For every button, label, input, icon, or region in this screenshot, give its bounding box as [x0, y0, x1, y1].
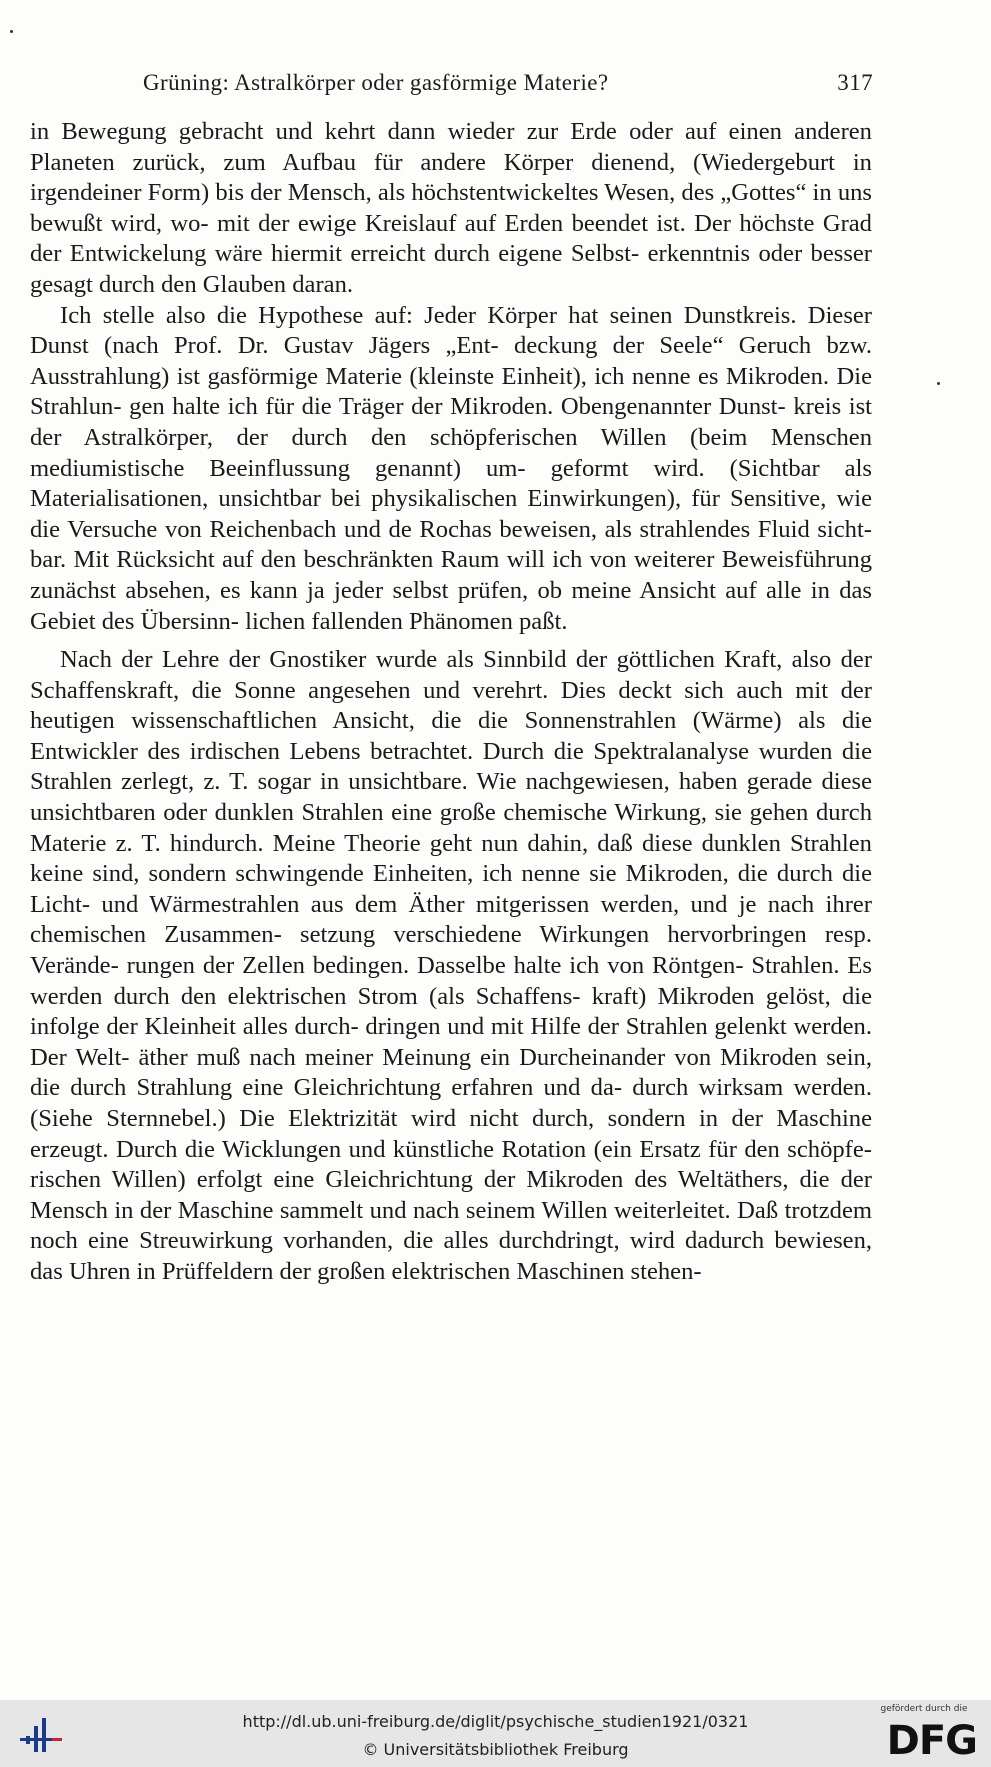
text-line: kraft) Mikroden gelöst, die infolge der Kleinheit alles durch-: [30, 982, 872, 1041]
text-line: setzung verschiedene Wirkungen hervorbringen resp. Verände-: [30, 921, 872, 980]
text-line: rungen der Zellen bedingen. Dasselbe halte ich von Röntgen-: [126, 952, 744, 980]
text-line: Lebens betrachtet. Durch die Spektralanalyse wurden die Strahlen: [30, 737, 872, 796]
text-line: dringen und mit Hilfe der Strahlen gelenkt werden. Der Welt-: [30, 1013, 872, 1071]
text-line: Mikroden, die durch die Licht- und Wärmestrahlen aus dem Äther: [30, 860, 872, 918]
text-line: mitgerissen werden, und je nach ihrer chemischen Zusammen-: [30, 890, 872, 949]
text-line: lichen fallenden Phänomen paßt.: [245, 607, 568, 635]
text-line: seinem Willen weiterleitet. Daß trotzdem noch eine Streuwirkung: [30, 1196, 873, 1255]
scan-speck: [937, 382, 940, 385]
text-line: weiterer Beweisführung zunächst absehen, es kann ja jeder selbst: [30, 546, 872, 604]
copyright-notice: © Universitätsbibliothek Freiburg: [362, 1740, 629, 1759]
scan-speck: [10, 30, 13, 33]
page-number: 317: [837, 70, 873, 95]
text-line: chemische Wirkung, sie gehen durch Materie z. T. hindurch.: [30, 799, 872, 857]
text-line: Uhren in Prüffeldern der großen elektrischen Maschinen stehen-: [68, 1257, 702, 1285]
body-text: [30, 117, 872, 1288]
text-line: keine sind, sondern schwingende Einheiten, ich nenne sie: [30, 860, 617, 888]
text-line: Ich stelle also die Hypothese auf: Jeder Körper hat seinen: [60, 301, 673, 329]
text-line: gerade diese unsichtbaren oder dunklen Strahlen eine große: [30, 768, 872, 827]
text-line: der Entwickelung wäre hiermit erreicht durch eigene Selbst-: [30, 240, 640, 268]
text-line: prüfen, ob meine Ansicht auf alle in das Gebiet des Übersinn-: [30, 576, 872, 635]
text-line: Kraft, also der Schaffenskraft, die Sonne angesehen und verehrt.: [30, 646, 873, 704]
text-line: äther muß nach meiner Meinung ein Durcheinander von Mikroden: [138, 1043, 818, 1071]
paragraph-1: [30, 117, 872, 301]
text-line: physikalischen Einwirkungen), für Sensitive, wie die Versuche von: [30, 485, 872, 543]
text-line: sein, die durch Strahlung eine Gleichrichtung erfahren und da-: [30, 1043, 872, 1102]
text-line: bar. Mit Rücksicht auf den beschränkten Raum will ich von: [30, 546, 627, 574]
text-line: höchstentwickeltes Wesen, des „Gottes“ in uns bewußt wird, wo-: [30, 179, 872, 237]
text-line: Dies deckt sich auch mit der heutigen wissenschaftlichen Ansicht,: [30, 676, 872, 735]
text-line: kreis ist der Astralkörper, der durch den schöpferischen Willen: [30, 393, 873, 451]
text-line: zerlegt, z. T. sogar in unsichtbare. Wie nachgewiesen, haben: [121, 768, 738, 796]
text-line: Materie (kleinste Einheit), ich nenne es Mikroden. Die Strahlun-: [30, 362, 872, 421]
text-line: Wicklungen und künstliche Rotation (ein Ersatz für den schöpfe-: [221, 1135, 872, 1163]
text-line: einen anderen Planeten zurück, zum Aufbau für andere Körper: [30, 118, 872, 176]
text-line: vorhanden, die alles durchdringt, wird dadurch bewiesen, das: [30, 1227, 873, 1285]
text-line: geformt wird. (Sichtbar als Materialisationen, unsichtbar bei: [30, 454, 873, 513]
text-line: Dunstkreis. Dieser Dunst (nach Prof. Dr. Gustav Jägers „Ent-: [30, 301, 872, 360]
text-line: wird nicht durch, sondern in der Maschine erzeugt. Durch die: [30, 1105, 872, 1163]
text-line: gen halte ich für die Träger der Mikroden. Obengenannter Dunst-: [129, 393, 786, 421]
text-line: Weltäthers, die der Mensch in der Maschine sammelt und nach: [30, 1166, 872, 1224]
text-line: Nach der Lehre der Gnostiker wurde als Sinnbild der göttlichen: [60, 646, 715, 674]
footer-bar: [0, 1700, 991, 1767]
text-line: Reichenbach und de Rochas beweisen, als strahlendes Fluid sicht-: [209, 515, 872, 543]
text-line: deckung der Seele“ Geruch bzw. Ausstrahlung) ist gasförmige: [30, 332, 872, 390]
text-line: mit der ewige Kreislauf auf Erden beendet ist. Der höchste Grad: [216, 209, 872, 237]
dfg-logo: DFG: [886, 1718, 977, 1764]
paragraph-2: [30, 301, 872, 638]
text-line: rischen Willen) erfolgt eine Gleichrichtung der Mikroden des: [30, 1166, 668, 1194]
text-line: in Bewegung gebracht und kehrt dann wieder zur Erde oder auf: [30, 118, 717, 145]
text-line: (beim Menschen mediumistische Beeinflussung genannt) um-: [30, 423, 873, 482]
sponsor-tag: gefördert durch die: [880, 1704, 968, 1714]
text-line: erkenntnis oder besser gesagt durch den Glauben daran.: [30, 240, 872, 298]
paragraph-3: [30, 645, 872, 1287]
source-url[interactable]: http://dl.ub.uni-freiburg.de/diglit/psychische_studien1921/0321: [242, 1712, 749, 1731]
running-head-title: Grüning: Astralkörper oder gasförmige Materie?: [143, 70, 609, 95]
text-line: Strahlen. Es werden durch den elektrischen Strom (als Schaffens-: [30, 952, 873, 1010]
text-line: durch wirksam werden. (Siehe Sternnebel.) Die Elektrizität: [30, 1074, 872, 1132]
text-line: dienend, (Wiedergeburt in irgendeiner Form) bis der Mensch, als: [30, 148, 872, 207]
text-line: Meine Theorie geht nun dahin, daß diese dunklen Strahlen: [272, 829, 872, 857]
text-line: die die Sonnenstrahlen (Wärme) als die Entwickler des irdischen: [30, 707, 873, 765]
